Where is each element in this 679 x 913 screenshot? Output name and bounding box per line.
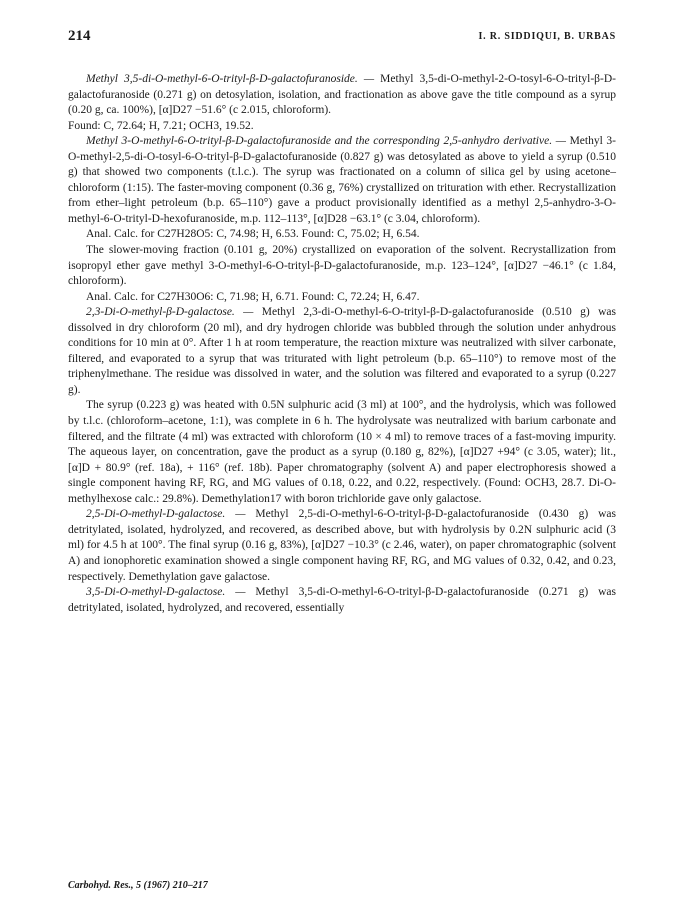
paragraph-5 [68,243,616,290]
paragraph-2 [68,119,616,135]
paragraph-4 [68,227,616,243]
section-title: 2,3-Di-O-methyl-β-D-galactose. — [86,306,254,319]
page-header [68,28,616,50]
paragraph-3 [68,134,616,227]
paragraph-8 [68,398,616,507]
paragraph-text: Anal. Calc. for C27H30O6: C, 71.98; H, 6.71. Found: C, 72.24; H, 6.47. [86,290,420,303]
section-title: Methyl 3,5-di-O-methyl-6-O-trityl-β-D-galactofuranoside. — [86,73,375,85]
journal-citation-footer: Carbohyd. Res., 5 (1967) 210–217 [68,880,208,891]
article-body [68,72,616,616]
running-head: I. R. SIDDIQUI, B. URBAS [478,31,616,42]
paragraph-text: Found: C, 72.64; H, 7.21; OCH3, 19.52. [68,119,254,132]
paragraph-text: Methyl 3,5-di-O-methyl-6-O-trityl-β-D-galactofuranoside (0.271 g) was detritylated, isolated, hydrolyzed, and recovered, essentially [68,586,616,614]
paragraph-9 [68,507,616,585]
paragraph-text: Anal. Calc. for C27H28O5: C, 74.98; H, 6.53. Found: C, 75.02; H, 6.54. [86,228,420,241]
section-title: 3,5-Di-O-methyl-D-galactose. — [86,586,246,599]
paragraph-text: Methyl 3-O-methyl-2,5-di-O-tosyl-6-O-trityl-β-D-galactofuranoside (0.827 g) was detosylated as above to yield a syrup (0.510 g) that showed two components (t.l.c.). The syrup was fractionated on a column of silica gel by using acetone–chloroform (1:15). The faster-moving component (0.36 g, 76%) crystallized on trituration with ether. Recrystallization from ether–light petroleum (b.p. 65–110°) gave a product provisionally identified as a methyl 2,5-anhydro-3-O-methyl-6-O-trityl-D-hexofuranoside, m.p. 112–113°, [α]D28 −63.1° (c 3.04, chloroform). [68,135,616,225]
page-number: 214 [68,28,91,44]
paragraph-10 [68,585,616,616]
section-title: 2,5-Di-O-methyl-D-galactose. — [86,508,246,521]
paragraph-text: The syrup (0.223 g) was heated with 0.5N sulphuric acid (3 ml) at 100°, and the hydrolysis, which was followed by t.l.c. (chloroform–acetone, 1:1), was complete in 6 h. The hydrolysate was neutralized with barium carbonate and filtered, and the filtrate (4 ml) was extracted with chloroform (10 × 4 ml) to remove traces of a fast-moving impurity. The aqueous layer, on concentration, gave the product as a syrup (0.180 g, 82%), [α]D27 +94° (c 3.05, water); lit., [α]D + 80.9° (ref. 18a), + 116° (ref. 18b). Paper chromatography (solvent A) and paper electrophoresis showed a single component having RF, RG, and MG values of 0.18, 0.22, and 0.22, respectively. (Found: OCH3, 28.7. Di-O-methylhexose calc.: 29.8%). Demethylation17 with boron trichloride gave only galactose. [68,399,616,505]
paragraph-text: Methyl 2,5-di-O-methyl-6-O-trityl-β-D-galactofuranoside (0.430 g) was detritylated, isolated, hydrolyzed, and recovered, as described above, but with hydrolysis by 0.2N sulphuric acid (3 ml) for 4.5 h at 100°. The final syrup (0.16 g, 83%), [α]D27 −10.3° (c 2.46, water), on paper chromatographic (solvent A) and ionophoretic examination showed a single component having RF, RG, and MG values of 0.32, 0.42, and 0.23, respectively. Demethylation gave galactose. [68,508,616,583]
paragraph-text: Methyl 3,5-di-O-methyl-2-O-tosyl-6-O-trityl-β-D-galactofuranoside (0.271 g) on detosylation, isolation, and fractionation as above gave the title compound as a syrup (0.20 g, ca. 100%), [α]D27 −51.6° (c 2.015, chloroform). [68,73,616,117]
section-title: Methyl 3-O-methyl-6-O-trityl-β-D-galactofuranoside and the corresponding 2,5-anhydro derivative. — [86,135,566,148]
paragraph-7 [68,305,616,398]
paragraph-1 [68,72,616,119]
paragraph-text: The slower-moving fraction (0.101 g, 20%) crystallized on evaporation of the solvent. Recrystallization from isopropyl ether gave methyl 3-O-methyl-6-O-trityl-β-D-galactofuranoside, m.p. 123–124°, [α]D27 −46.1° (c 1.84, chloroform). [68,244,616,288]
paragraph-text: Methyl 2,3-di-O-methyl-6-O-trityl-β-D-galactofuranoside (0.510 g) was dissolved in dry chloroform (20 ml), and dry hydrogen chloride was bubbled through the solution under anhydrous conditions for 10 min at 0°. After 1 h at room temperature, the reaction mixture was neutralized with silver carbonate, filtered, and evaporated to a syrup that was triturated with light petroleum (b.p. 65–110°) to remove most of the triphenylmethane. The residue was dissolved in water, and the solution was filtered and evaporated to a syrup (0.227 g). [68,306,616,396]
paragraph-6 [68,290,616,306]
